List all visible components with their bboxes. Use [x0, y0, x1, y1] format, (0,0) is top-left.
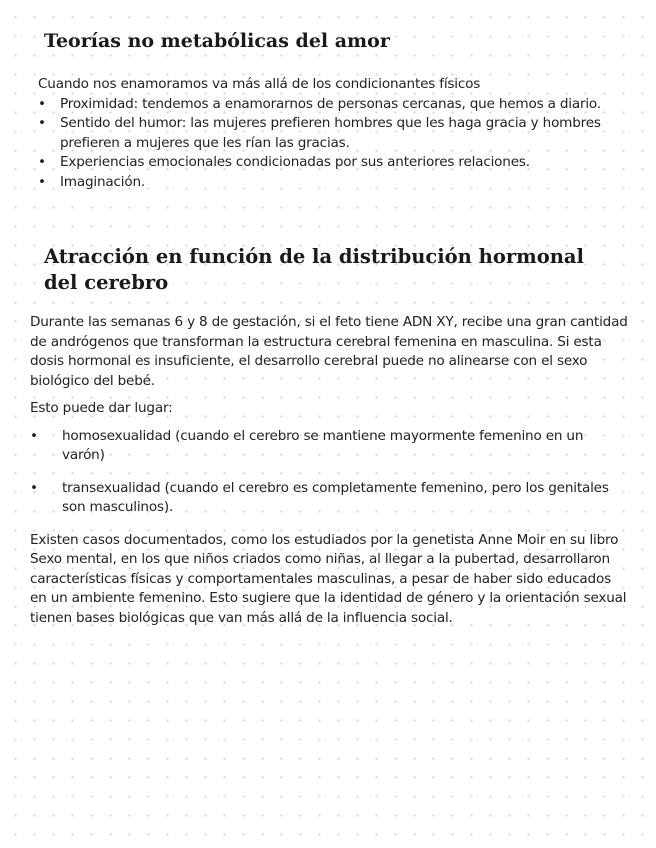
section-title-teorias: Teorías no metabólicas del amor: [44, 30, 390, 52]
section-body-teorias: [38, 75, 618, 192]
intro-text: Cuando nos enamoramos va más allá de los condicionantes físicos: [38, 76, 481, 92]
paragraph: Existen casos documentados, como los estudiados por la genetista Anne Moir en su libro Sexo mental, en los que niños criados como niñas, al llegar a la pubertad, desarrollaron características físicas y comportamentales masculinas, a pesar de haber sido educados en un ambiente femenino. Esto sugiere que la identidad de género y la orientación sexual tienen bases biológicas que van más allá de la influencia social.: [30, 531, 627, 626]
section-title-atraccion: Atracción en función de la distribución hormonal del cerebro: [44, 245, 584, 294]
theories-list: [38, 95, 618, 193]
paragraph: Durante las semanas 6 y 8 de gestación, si el feto tiene ADN XY, recibe una gran cantidad de andrógenos que transforman la estructura cerebral femenina en masculina. Si esta dosis hormonal es insuficiente, el desarrollo cerebral puede no alinearse con el sexo biológico del bebé.: [30, 314, 628, 389]
list-item: • Experiencias emocionales condicionadas por sus anteriores relaciones.: [38, 153, 618, 173]
list-item: • homosexualidad (cuando el cerebro se mantiene mayormente femenino en un varón): [30, 427, 630, 466]
list-item: • Proximidad: tendemos a enamorarnos de personas cercanas, que hemos a diario.: [38, 95, 618, 115]
lead-text: Esto puede dar lugar:: [30, 400, 173, 416]
outcomes-list: [30, 427, 630, 518]
list-item: • transexualidad (cuando el cerebro es completamente femenino, pero los genitales son masculinos).: [30, 479, 630, 518]
list-item: • Imaginación.: [38, 173, 618, 193]
section-body-atraccion: [30, 313, 630, 636]
list-item: • Sentido del humor: las mujeres prefieren hombres que les haga gracia y hombres prefieren a mujeres que les rían las gracias.: [38, 114, 618, 153]
